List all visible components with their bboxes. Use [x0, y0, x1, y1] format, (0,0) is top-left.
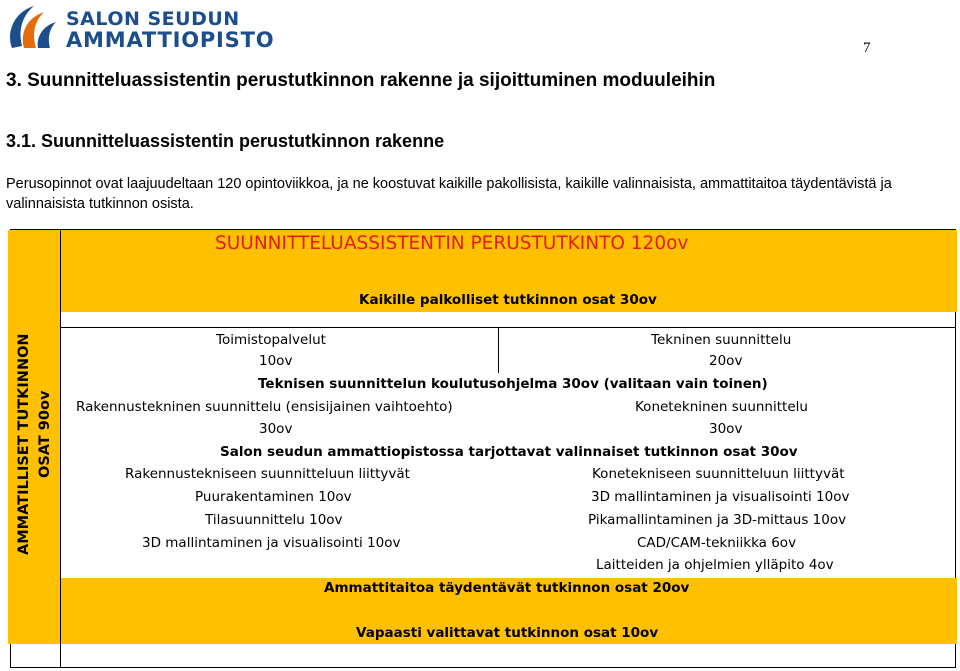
logo-mark-icon	[4, 2, 62, 54]
page-number: 7	[863, 40, 871, 56]
table-divider	[60, 230, 61, 667]
electives-heading: Salon seudun ammattiopistossa tarjottavat valinnaiset tutkinnon osat 30ov	[220, 444, 798, 460]
left-electives-header: Rakennustekniseen suunnitteluun liittyvät	[125, 466, 410, 482]
mandatory-heading: Kaikille palkolliset tutkinnon osat 30ov	[359, 292, 657, 308]
supplementary-heading: Ammattitaitoa täydentävät tutkinnon osat 20ov	[324, 580, 690, 596]
list-item: 3D mallintaminen ja visualisointi 10ov	[142, 535, 401, 551]
list-item: Tilasuunnittelu 10ov	[205, 512, 343, 528]
machine-value: 30ov	[709, 421, 743, 437]
building-label: Rakennustekninen suunnittelu (ensisijainen vaihtoehto)	[76, 399, 453, 415]
side-label-line2: OSAT 90ov	[37, 390, 53, 478]
building-value: 30ov	[259, 421, 293, 437]
office-label: Toimistopalvelut	[216, 332, 326, 348]
logo-text-line2: AMMATTIOPISTO	[66, 28, 275, 52]
list-item: Puurakentaminen 10ov	[195, 489, 352, 505]
list-item: CAD/CAM-tekniikka 6ov	[637, 535, 797, 551]
list-item: Pikamallintaminen ja 3D-mittaus 10ov	[588, 512, 847, 528]
side-label-line1: AMMATILLISET TUTKINNON	[16, 333, 32, 555]
section-heading: 3. Suunnitteluassistentin perustutkinnon rakenne ja sijoittuminen moduuleihin	[6, 70, 716, 91]
school-logo	[4, 2, 304, 54]
table-divider	[60, 327, 956, 328]
subsection-heading: 3.1. Suunnitteluassistentin perustutkinnon rakenne	[6, 131, 445, 151]
list-item: 3D mallintaminen ja visualisointi 10ov	[591, 489, 850, 505]
table-divider	[498, 327, 499, 373]
tech-value: 20ov	[709, 353, 743, 369]
free-choice-heading: Vapaasti valittavat tutkinnon osat 10ov	[356, 625, 659, 641]
table-title: SUUNNITTELUASSISTENTIN PERUSTUTKINTO 120ov	[215, 233, 689, 254]
machine-label: Konetekninen suunnittelu	[635, 399, 808, 415]
intro-paragraph: Perusopinnot ovat laajuudeltaan 120 opintoviikkoa, ja ne koostuvat kaikille pakollisista, kaikille valinnaisista, ammattitaitoa täydentävistä ja valinnaisista tutkinnon osista.	[6, 176, 892, 212]
list-item: Laitteiden ja ohjelmien ylläpito 4ov	[596, 557, 834, 573]
logo-text-line1: SALON SEUDUN	[66, 8, 240, 30]
office-value: 10ov	[259, 353, 293, 369]
tech-label: Tekninen suunnittelu	[651, 332, 792, 348]
right-electives-header: Konetekniseen suunnitteluun liittyvät	[592, 466, 845, 482]
program-heading: Teknisen suunnittelun koulutusohjelma 30ov (valitaan vain toinen)	[258, 376, 768, 392]
